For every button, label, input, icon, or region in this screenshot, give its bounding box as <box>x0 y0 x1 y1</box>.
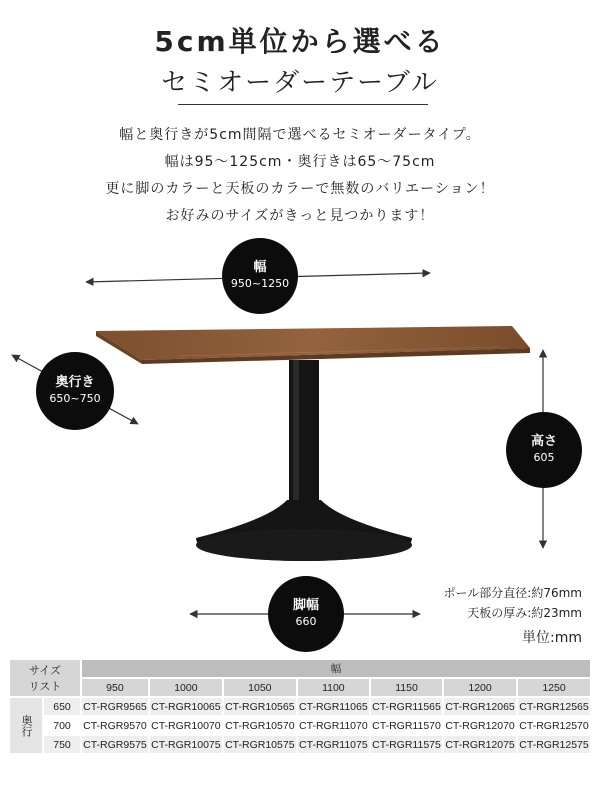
product-code: CT-RGR11575 <box>371 736 442 753</box>
depth-value: 650~750 <box>49 392 101 405</box>
width-col-header: 1000 <box>150 679 222 696</box>
depth-header: 奥行 <box>10 698 42 753</box>
product-code: CT-RGR9565 <box>82 698 148 715</box>
width-value: 950~1250 <box>230 277 290 290</box>
product-code: CT-RGR10075 <box>150 736 222 753</box>
product-code: CT-RGR9575 <box>82 736 148 753</box>
width-col-header: 1200 <box>444 679 516 696</box>
base-badge <box>268 576 344 652</box>
product-code: CT-RGR10575 <box>224 736 296 753</box>
height-label: 高さ <box>530 434 557 449</box>
product-code: CT-RGR12065 <box>444 698 516 715</box>
product-code: CT-RGR11065 <box>298 698 369 715</box>
depth-label: 奥行き <box>55 375 95 390</box>
width-col-header: 1100 <box>298 679 369 696</box>
width-header: 幅 <box>82 660 590 677</box>
width-col-header: 1250 <box>518 679 590 696</box>
product-code: CT-RGR10570 <box>224 717 296 734</box>
product-code: CT-RGR11565 <box>371 698 442 715</box>
depth-badge <box>36 352 114 430</box>
base-label: 脚幅 <box>292 598 319 613</box>
product-code: CT-RGR11070 <box>298 717 369 734</box>
description-line: 幅は95〜125cm・奥行きは65〜75cm <box>164 154 436 170</box>
width-col-header: 1050 <box>224 679 296 696</box>
size-list-table <box>8 658 592 755</box>
width-badge <box>222 238 298 314</box>
product-code: CT-RGR12570 <box>518 717 590 734</box>
width-col-header: 950 <box>82 679 148 696</box>
depth-row-header: 700 <box>44 717 80 734</box>
width-col-header: 1150 <box>371 679 442 696</box>
base-value: 660 <box>295 615 317 628</box>
table-header-row <box>10 660 590 677</box>
unit-label: 単位:mm <box>522 630 582 646</box>
table-row <box>10 717 590 734</box>
depth-row-header: 650 <box>44 698 80 715</box>
product-code: CT-RGR12575 <box>518 736 590 753</box>
pole-diameter-spec: ポール部分直径:約76mm <box>443 586 582 600</box>
product-code: CT-RGR10065 <box>150 698 222 715</box>
width-values-row <box>10 679 590 696</box>
product-code: CT-RGR12075 <box>444 736 516 753</box>
product-code: CT-RGR11570 <box>371 717 442 734</box>
description-line: お好みのサイズがきっと見つかります！ <box>165 208 435 224</box>
product-code: CT-RGR10565 <box>224 698 296 715</box>
page-subtitle: セミオーダーテーブル <box>161 68 439 98</box>
description-line: 幅と奥行きが5cm間隔で選べるセミオーダータイプ。 <box>119 127 481 143</box>
product-code: CT-RGR12070 <box>444 717 516 734</box>
description-line: 更に脚のカラーと天板のカラーで無数のバリエーション！ <box>105 181 495 197</box>
product-code: CT-RGR11075 <box>298 736 369 753</box>
table-row <box>10 698 590 715</box>
page-title: 5cm単位から選べる <box>154 25 446 58</box>
thickness-spec: 天板の厚み:約23mm <box>467 606 582 620</box>
product-code: CT-RGR9570 <box>82 717 148 734</box>
depth-row-header: 750 <box>44 736 80 753</box>
height-badge <box>506 412 582 488</box>
height-value: 605 <box>533 451 555 464</box>
width-label: 幅 <box>253 260 267 275</box>
table-row <box>10 736 590 753</box>
product-code: CT-RGR10070 <box>150 717 222 734</box>
size-list-corner: サイズ リスト <box>10 660 80 696</box>
product-code: CT-RGR12565 <box>518 698 590 715</box>
